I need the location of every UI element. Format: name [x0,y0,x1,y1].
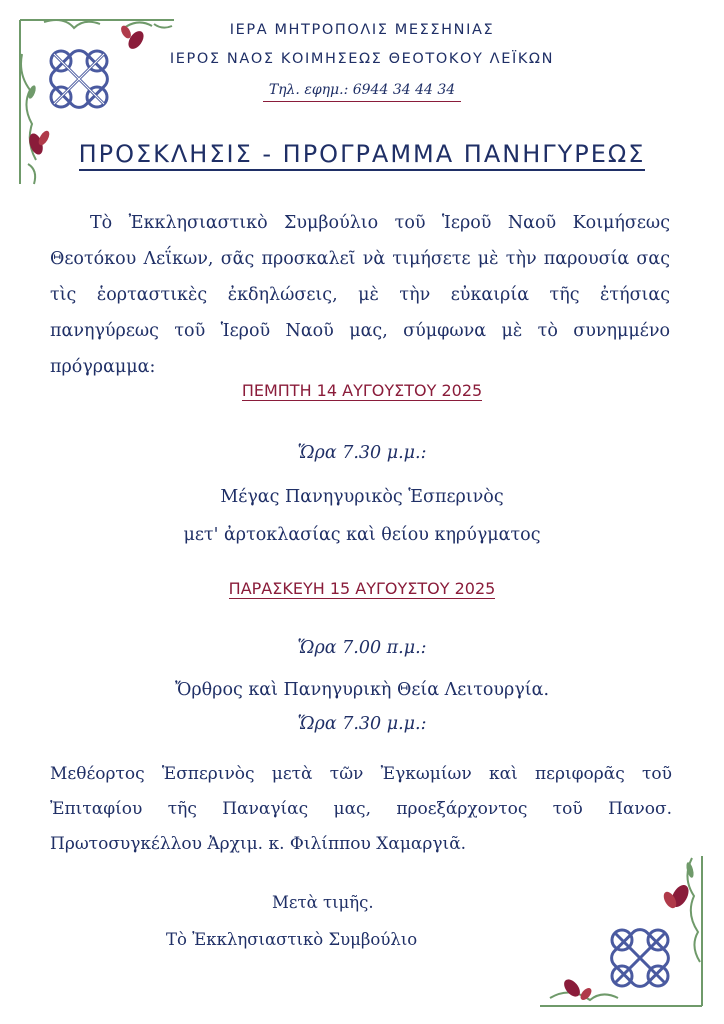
day1-event-line2: μετ' ἀρτοκλασίας καὶ θείου κηρύγματος [183,525,541,545]
day2-heading [0,579,724,598]
day2-time2: Ὥρα 7.30 μ.μ.: [297,714,427,734]
closing-regards: Μετὰ τιμῆς. [272,893,374,912]
day2-event1: Ὄρθρος καὶ Πανηγυρικὴ Θεία Λειτουργία. [174,680,550,700]
day1-time: Ὥρα 7.30 μ.μ.: [297,443,427,463]
closing-signature: Τὸ Ἐκκλησιαστικὸ Συμβούλιο [166,930,418,949]
intro-paragraph: Τὸ Ἐκκλησιαστικὸ Συμβούλιο τοῦ Ἱεροῦ Ναοῦ Κοιμήσεως Θεοτόκου Λεΐκων, σᾶς προσκαλεῖ νὰ τιμήσετε μὲ τὴν παρουσία σας τὶς ἑορταστικὲς ἐκδηλώσεις, μὲ τὴν εὐκαιρία τῆς ἐτήσιας πανηγύρεως τοῦ Ἱεροῦ Ναοῦ μας, σύμφωνα μὲ τὸ συνημμένο πρόγραμμα: [50,213,670,377]
day1-event-line1: Μέγας Πανηγυρικὸς Ἑσπερινὸς [220,487,504,507]
celtic-knot-floral-corner-icon [530,848,710,1013]
day1-heading-text: ΠΕΜΠΤΗ 14 ΑΥΓΟΥΣΤΟΥ 2025 [241,381,483,400]
phone-line [0,82,724,98]
day2-time1: Ὥρα 7.00 π.μ.: [297,638,427,658]
page-title [0,140,724,168]
phone-text: Τηλ. εφημ.: 6944 34 44 34 [263,82,461,102]
day2-event2: Μεθέορτος Ἑσπερινὸς μετὰ τῶν Ἐγκωμίων καὶ περιφορᾶς τοῦ Ἐπιταφίου τῆς Παναγίας μας, προεξάρχοντος τοῦ Πανοσ. Πρωτοσυγκέλλου Ἀρχιμ. κ. Φιλίππου Χαμαργιᾶ. [50,764,672,854]
day1-heading [0,381,724,400]
page-title-text: ΠΡΟΣΚΛΗΣΙΣ - ΠΡΟΓΡΑΜΜΑ ΠΑΝΗΓΥΡΕΩΣ [79,140,646,171]
day2-heading-text: ΠΑΡΑΣΚΕΥΗ 15 ΑΥΓΟΥΣΤΟΥ 2025 [228,579,496,598]
metropolis-name: ΙΕΡΑ ΜΗΤΡΟΠΟΛΙΣ ΜΕΣΣΗΝΙΑΣ [229,22,495,38]
church-name: ΙΕΡΟΣ ΝΑΟΣ ΚΟΙΜΗΣΕΩΣ ΘΕΟΤΟΚΟΥ ΛΕΪΚΩΝ [169,51,555,67]
